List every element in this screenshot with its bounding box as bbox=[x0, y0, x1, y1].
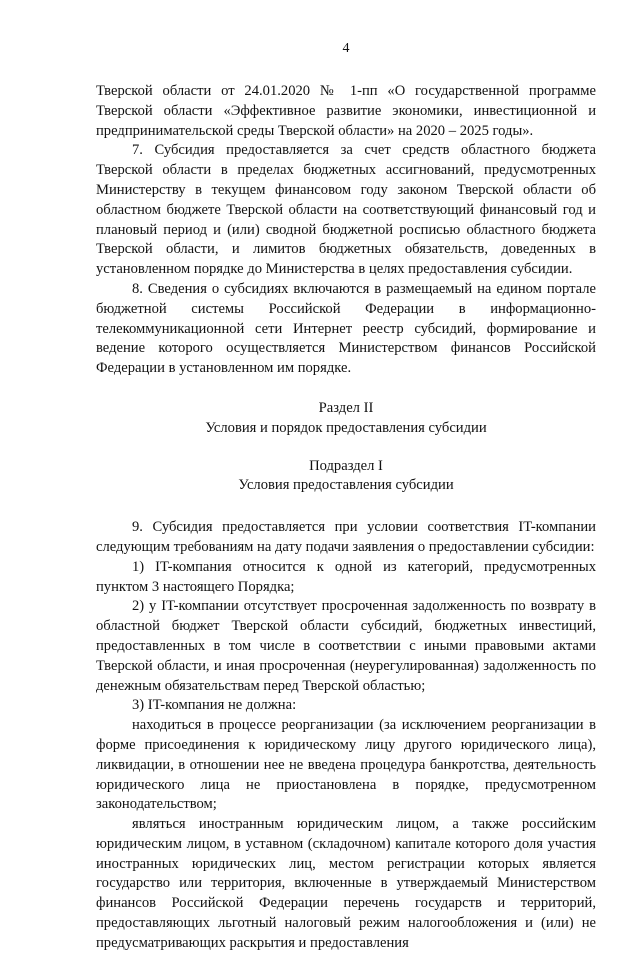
list-item-2: 2) у IT-компании отсутствует просроченная задолженность по возврату в областной бюджет Тверской области субсидий, бюджетных инвестиций, предоставленных в том числе в соответствии с иными правовыми актами Тверской области, и иная просроченная (неурегулированная) задолженность по денежным обязательствам перед Тверской областью; bbox=[96, 598, 596, 694]
section-heading bbox=[96, 399, 596, 439]
paragraph-9: 9. Субсидия предоставляется при условии соответствия IT-компании следующим требованиям на дату подачи заявления о предоставлении субсидии: bbox=[96, 519, 596, 555]
document-page bbox=[96, 40, 596, 954]
list-item-3-reorganization: находиться в процессе реорганизации (за исключением реорганизации в форме присоединения к юридическому лицу другого юридического лица), ликвидации, в отношении нее не введена процедура банкротства, деятельность юридического лица не приостановлена в порядке, предусмотренном законодательством; bbox=[96, 717, 596, 813]
paragraph-8: 8. Сведения о субсидиях включаются в размещаемый на едином портале бюджетной системы Российской Федерации в информационно-телекоммуникационной сети Интернет реестр субсидий, формирование и ведение которого осуществляется Министерством финансов Российской Федерации в установленном им порядке. bbox=[96, 280, 596, 377]
subsection-number: Подраздел I bbox=[309, 457, 383, 474]
paragraph-continuation: Тверской области от 24.01.2020 № 1-пп «О государственной программе Тверской области «Эффективное развитие экономики, инвестиционной и предпринимательской среды Тверской области» на 2020 – 2025 годы». bbox=[96, 83, 596, 139]
paragraph-7: 7. Субсидия предоставляется за счет средств областного бюджета Тверской области в пределах бюджетных ассигнований, предусмотренных Министерству в текущем финансовом году законом Тверской области об областном бюджете Тверской области на соответствующий финансовый год и плановый период и (или) сводной бюджетной росписью областного бюджета Тверской области, и лимитов бюджетных обязательств, доведенных в установленном порядке до Министерства в целях предоставления субсидии. bbox=[96, 142, 596, 278]
section-number: Раздел II bbox=[318, 399, 374, 416]
subsection-heading bbox=[96, 457, 596, 497]
list-item-3: 3) IT-компания не должна: bbox=[132, 697, 297, 714]
section-title: Условия и порядок предоставления субсидии bbox=[205, 419, 487, 436]
list-item-1: 1) IT-компания относится к одной из категорий, предусмотренных пунктом 3 настоящего Порядка; bbox=[96, 558, 596, 595]
list-item-3-foreign-entity: являться иностранным юридическим лицом, а также российским юридическим лицом, в уставном (складочном) капитале которого доля участия иностранных юридических лиц, местом регистрации которых является государство или территория, включенные в утверждаемый Министерством финансов Российской Федерации перечень государств и территорий, предоставляющих льготный налоговый режим налогообложения и (или) не предусматривающих раскрытия и предоставления bbox=[96, 816, 596, 951]
page-number: 4 bbox=[342, 41, 350, 56]
subsection-title: Условия предоставления субсидии bbox=[238, 477, 454, 494]
